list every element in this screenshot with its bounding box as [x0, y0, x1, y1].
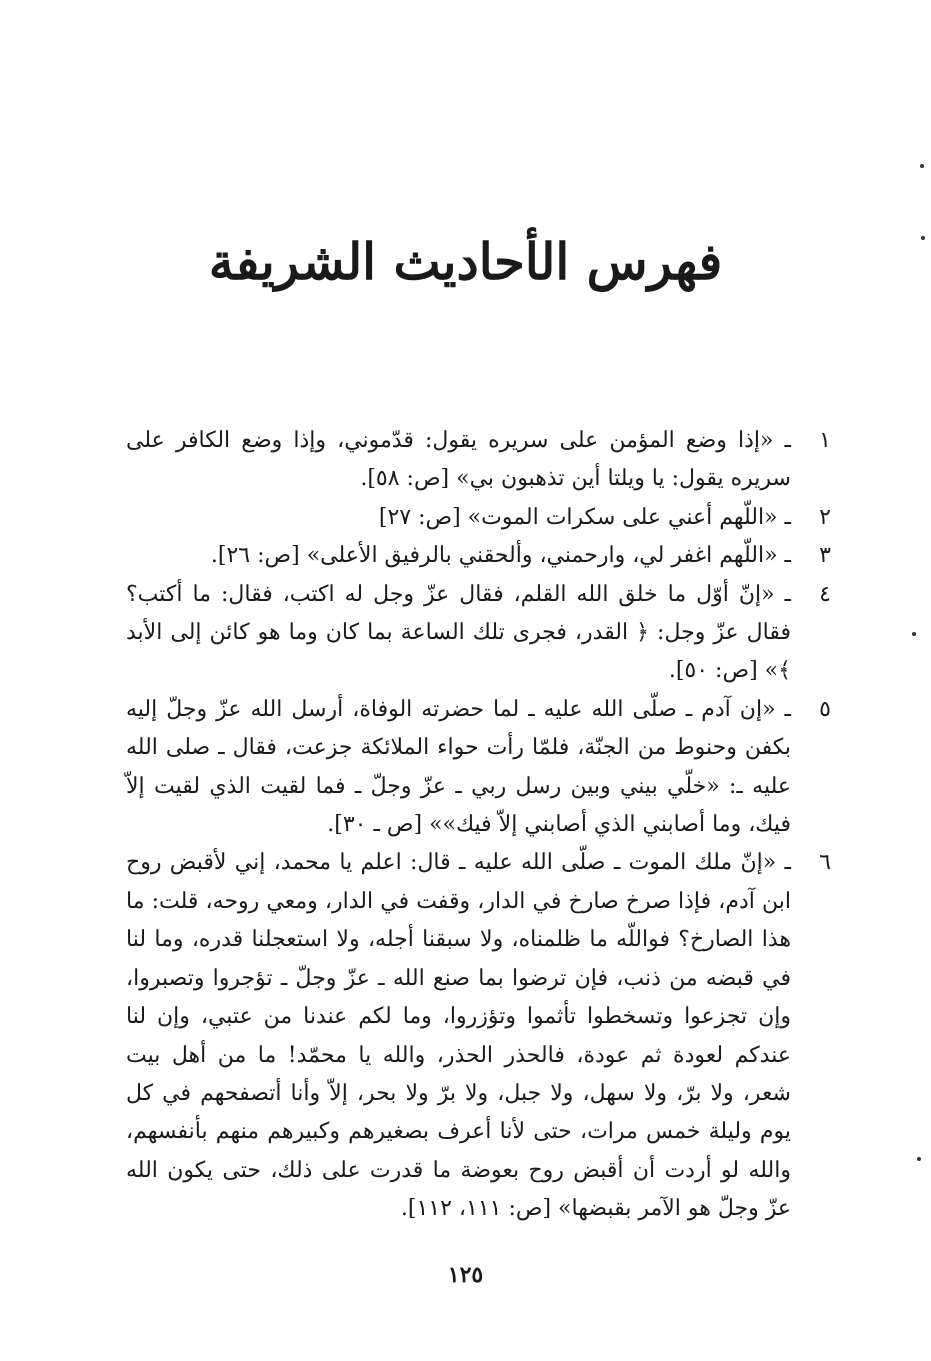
scan-speck — [921, 236, 925, 240]
hadith-text: ـ «اللّهم اغفر لي، وارحمني، وألحقني بالرفيق الأعلى» [ص: ٢٦]. — [210, 543, 791, 569]
hadith-number: ٤ — [819, 581, 831, 607]
hadith-text: ـ «إن آدم ـ صلّى الله عليه ـ لما حضرته الوفاة، أرسل الله عزّ وجلّ إليه بكفن وحنوط من الجنّة، فلمّا رأت حواء الملائكة جزعت، فقال ـ صلى الله عليه ـ: «خلّي بيني وبين رسل ربي ـ عزّ وجلّ ـ فما لقيت الذي لقيت إلاّ فيك، وما أصابني الذي أصابني إلاّ فيك»» [ص ـ ٣٠]. — [126, 696, 791, 838]
hadith-number: ١ — [819, 428, 831, 453]
hadith-number: ٥ — [819, 696, 831, 722]
hadith-item — [126, 691, 831, 845]
page-title: فهرس الأحاديث الشريفة — [208, 232, 723, 291]
hadith-item — [126, 499, 831, 537]
hadith-item — [126, 576, 831, 691]
hadith-item — [126, 422, 831, 499]
page-number: ١٢٥ — [447, 1262, 484, 1288]
hadith-text: ـ «إنّ ملك الموت ـ صلّى الله عليه ـ قال: اعلم يا محمد، إني لأقبض روح ابن آدم، فإذا صرخ صارخ في الدار، وقفت في الدار، ومعي روحه، قلت: ما هذا الصارخ؟ فواللّه ما ظلمناه، ولا سبقنا أجله، ولا استعجلنا قدره، وما لنا في قبضه من ذنب، فإن ترضوا بما صنع الله ـ عزّ وجلّ ـ تؤجروا وتصبروا، وإن تجزعوا وتسخطوا تأثموا وتؤزروا، وما لكم عندنا من عتبي، وإن لنا عندكم لعودة ثم عودة، فالحذر الحذر، والله يا محمّد! ما من أهل بيت شعر، ولا برّ، ولا سهل، ولا جبل، ولا برّ ولا بحر، إلاّ وأنا أتصفحهم في كل يوم وليلة خمس مرات، حتى لأنا أعرف بصغيرهم وكبيرهم منهم بأنفسهم، والله لو أردت أن أقبض روح بعوضة ما قدرت على ذلك، حتى يكون الله عزّ وجلّ هو الآمر بقبضها» [ص: ١١١، ١١٢]. — [126, 850, 792, 1222]
hadith-number: ٢ — [819, 504, 831, 530]
hadith-number: ٣ — [819, 543, 831, 569]
hadith-list — [126, 422, 831, 1229]
hadith-text: ـ «إنّ أوّل ما خلق الله القلم، فقال عزّ وجل له اكتب، فقال: ما أكتب؟ فقال عزّ وجل: ﴿ القدر، فجرى تلك الساعة بما كان وما هو كائن إلى الأبد ﴾» [ص: ٥٠]. — [126, 581, 791, 684]
hadith-number: ٦ — [819, 850, 831, 876]
hadith-item — [126, 537, 831, 575]
scan-speck — [912, 632, 916, 636]
scan-speck — [917, 1157, 921, 1161]
hadith-text: ـ «إذا وضع المؤمن على سريره يقول: قدّموني، وإذا وضع الكافر على سريره يقول: يا ويلتا أين تذهبون بي» [ص: ٥٨]. — [126, 428, 791, 492]
hadith-item — [126, 844, 831, 1228]
hadith-text: ـ «اللّهم أعني على سكرات الموت» [ص: ٢٧] — [378, 504, 791, 530]
scan-speck — [920, 164, 924, 168]
